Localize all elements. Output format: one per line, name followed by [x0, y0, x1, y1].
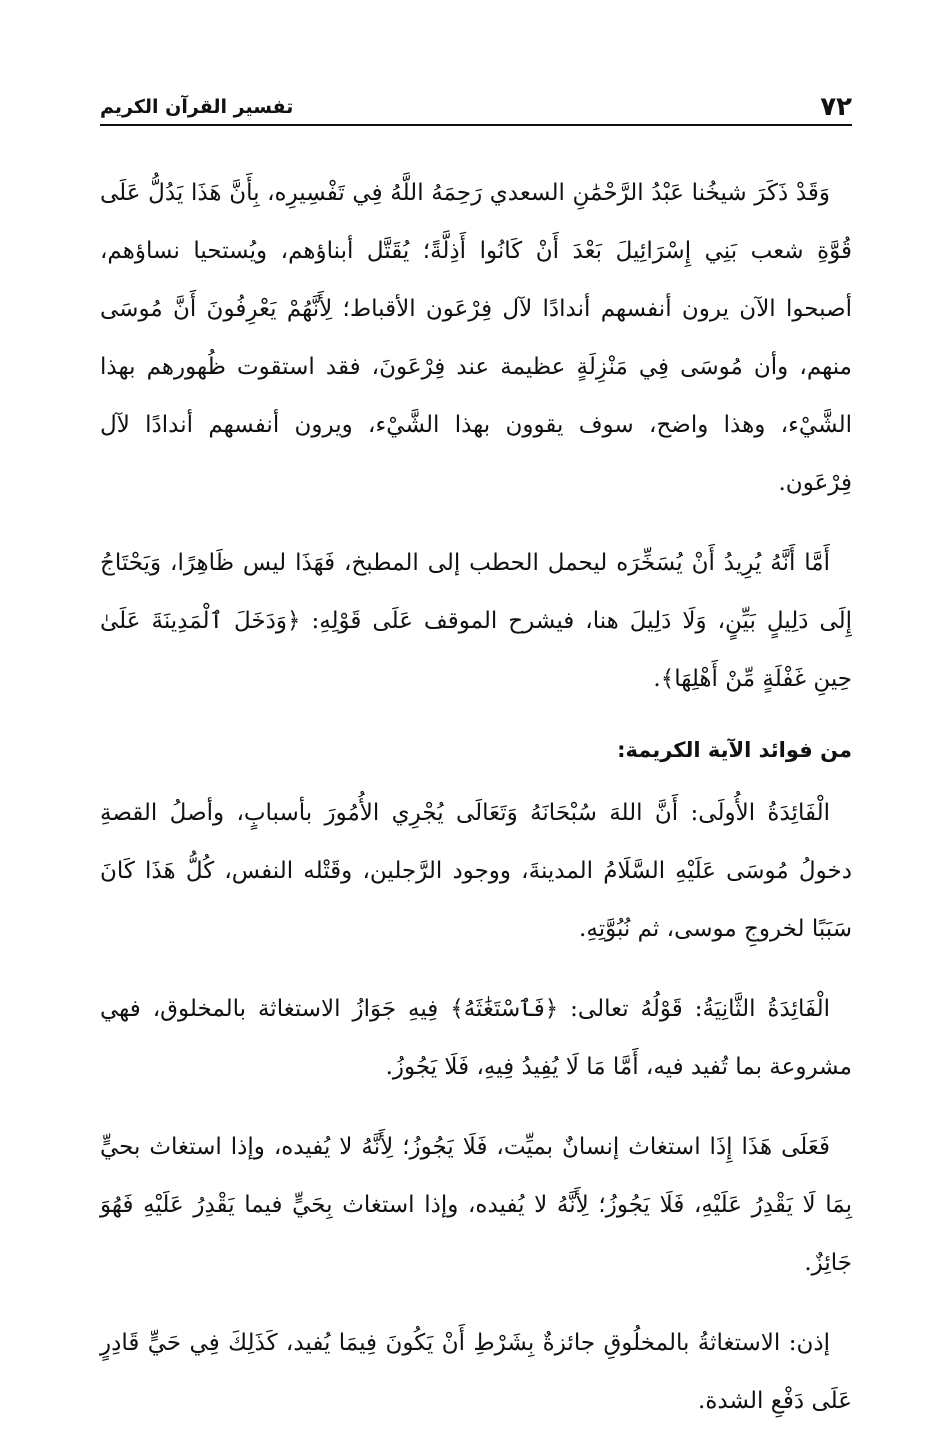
section-heading: من فوائد الآية الكريمة: [617, 738, 852, 762]
benefit-2: الْفَائِدَةُ الثَّانِيَةُ: قَوْلُهُ تعالى: ﴿فَٱسْتَغَٰثَهُ﴾ فِيهِ جَوَازُ الاستغاثة بالمخلوق، فهي مشروعة بما تُفيد فيه، أَمَّا مَا لَا يُفِيدُ فِيهِ، فَلَا يَجُوزُ. [100, 996, 852, 1080]
body-text [100, 164, 852, 1452]
page-number: ٧٢ [820, 92, 852, 122]
paragraph-1: وَقَدْ ذَكَرَ شيخُنا عَبْدُ الرَّحْمَٰنِ السعدي رَحِمَهُ اللَّهُ فِي تَفْسِيرِه، بِأَنَّ هَذَا يَدُلُّ عَلَى قُوَّةِ شعب بَنِي إِسْرَائِيلَ بَعْدَ أَنْ كَانُوا أَذِلَّةً؛ يُقَتَّل أبناؤهم، ويُستحيا نساؤهم، أصبحوا الآن يرون أنفسهم أندادًا لآل فِرْعَون الأقباط؛ لِأَنَّهُمْ يَعْرِفُونَ أَنَّ مُوسَى منهم، وأن مُوسَى فِي مَنْزِلَةٍ عظيمة عند فِرْعَونَ، فقد استقوت ظُهورهم بهذا الشَّيْء، وهذا واضح، سوف يقوون بهذا الشَّيْء، ويرون أنفسهم أندادًا لآل فِرْعَون. [100, 180, 852, 496]
benefit-1: الْفَائِدَةُ الأُولَى: أَنَّ اللهَ سُبْحَانَهُ وَتَعَالَى يُجْرِي الأُمُورَ بأسبابٍ، وأصلُ القصةِ دخولُ مُوسَى عَلَيْهِ السَّلَامُ المدينةَ، ووجود الرَّجلين، وقَتْله النفس، كُلُّ هَذَا كَانَ سَبَبًا لخروجِ موسى، ثم نُبُوَّتِهِ. [100, 800, 852, 942]
page-header [100, 92, 852, 124]
header-rule [100, 124, 852, 126]
conclusion-paragraph: إذن: الاستغاثةُ بالمخلُوقِ جائزةٌ بِشَرْطِ أَنْ يَكُونَ فِيمَا يُفيد، كَذَلِكَ فِي حَيٍّ قَادِرٍ عَلَى دَفْعِ الشدة. [100, 1330, 852, 1414]
running-title: تفسير القرآن الكريم [100, 96, 294, 118]
benefit-2-detail: فَعَلَى هَذَا إِذَا استغاث إنسانٌ بميِّت، فَلَا يَجُوزُ؛ لِأَنَّهُ لا يُفيده، وإذا استغاث بحيٍّ بِمَا لَا يَقْدِرُ عَلَيْهِ، فَلَا يَجُوزُ؛ لِأَنَّهُ لا يُفيده، وإذا استغاث بِحَيٍّ فيما يَقْدِرُ عَلَيْهِ فَهُوَ جَائِزٌ. [100, 1134, 852, 1276]
paragraph-2: أَمَّا أَنَّهُ يُرِيدُ أَنْ يُسَخِّرَه ليحمل الحطب إلى المطبخ، فَهَذَا ليس ظَاهِرًا، وَيَحْتَاجُ إِلَى دَلِيلٍ بَيِّنٍ، وَلَا دَلِيلَ هنا، فيشرح الموقف عَلَى قَوْلِهِ: ﴿وَدَخَلَ ٱلْمَدِينَةَ عَلَىٰ حِينِ غَفْلَةٍ مِّنْ أَهْلِهَا﴾. [100, 550, 852, 692]
